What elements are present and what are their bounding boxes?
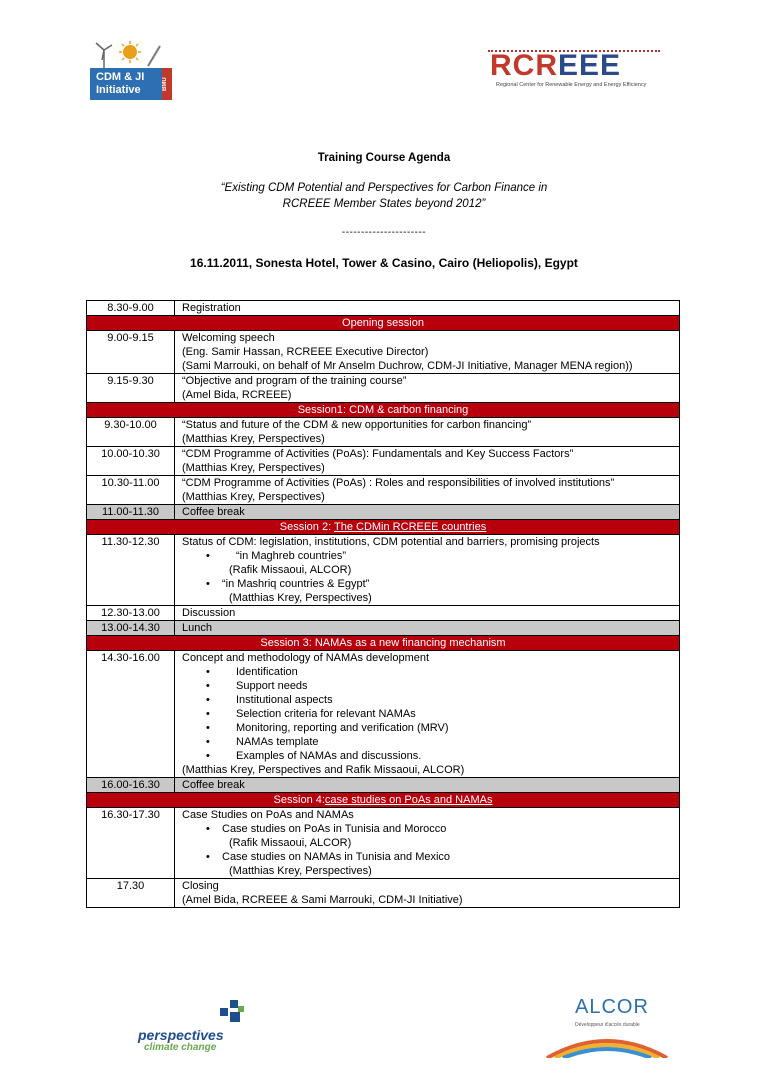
agenda-row bbox=[87, 301, 679, 315]
perspectives-wordmark: perspectives bbox=[138, 1027, 224, 1043]
agenda-desc bbox=[175, 606, 679, 620]
session-header-title: The CDMin RCREEE countries bbox=[334, 521, 487, 533]
rcreee-logo bbox=[488, 44, 668, 94]
agenda-desc bbox=[175, 301, 679, 315]
agenda-desc bbox=[175, 621, 679, 635]
agenda-desc bbox=[175, 535, 679, 605]
perspectives-mark-icon bbox=[216, 998, 246, 1028]
perspectives-tagline: climate change bbox=[144, 1042, 217, 1053]
agenda-row bbox=[87, 417, 679, 446]
agenda-time: 10.00-10.30 bbox=[87, 447, 175, 475]
agenda-time: 9.30-10.00 bbox=[87, 418, 175, 446]
session-header bbox=[87, 519, 679, 534]
agenda-bullet: • Selection criteria for relevant NAMAs bbox=[182, 707, 679, 721]
cdm-ji-label: CDM & JI Initiative bbox=[90, 68, 162, 100]
session-header-prefix: Session 4: bbox=[273, 794, 325, 806]
agenda-row bbox=[87, 605, 679, 620]
agenda-bullet: • Case studies on PoAs in Tunisia and Morocco bbox=[182, 822, 679, 836]
agenda-desc bbox=[175, 505, 679, 519]
agenda-desc bbox=[175, 778, 679, 792]
agenda-time: 13.00-14.30 bbox=[87, 621, 175, 635]
agenda-time: 14.30-16.00 bbox=[87, 651, 175, 777]
session-header: Session 3: NAMAs as a new financing mechanism bbox=[87, 635, 679, 650]
agenda-time: 12.30-13.00 bbox=[87, 606, 175, 620]
agenda-line: Welcoming speech bbox=[182, 332, 275, 344]
agenda-line: (Rafik Missaoui, ALCOR) bbox=[229, 837, 352, 849]
agenda-table bbox=[86, 300, 680, 908]
agenda-line: Status of CDM: legislation, institutions, CDM potential and barriers, promising projects bbox=[182, 536, 600, 548]
agenda-desc bbox=[175, 651, 679, 777]
rcreee-wordmark bbox=[490, 50, 621, 82]
agenda-row bbox=[87, 475, 679, 504]
agenda-bullet: • Case studies on NAMAs in Tunisia and Mexico bbox=[182, 850, 679, 864]
course-subtitle bbox=[0, 180, 768, 212]
alcor-wordmark: ALCOR bbox=[575, 996, 649, 1018]
agenda-line: Closing bbox=[182, 880, 219, 892]
agenda-bullet: • “in Mashriq countries & Egypt” bbox=[182, 577, 679, 591]
agenda-desc bbox=[175, 808, 679, 878]
agenda-row bbox=[87, 878, 679, 907]
agenda-line: “Objective and program of the training course” bbox=[182, 375, 407, 387]
agenda-line: (Matthias Krey, Perspectives) bbox=[182, 462, 325, 474]
agenda-bullet: • Institutional aspects bbox=[182, 693, 679, 707]
rcreee-subtitle: Regional Center for Renewable Energy and Energy Efficiency bbox=[496, 82, 647, 88]
agenda-time: 16.00-16.30 bbox=[87, 778, 175, 792]
rcreee-wordmark-e: EEE bbox=[558, 49, 622, 82]
agenda-line: (Eng. Samir Hassan, RCREEE Executive Director) bbox=[182, 346, 429, 358]
agenda-row bbox=[87, 807, 679, 878]
wind-sun-icon bbox=[90, 40, 162, 68]
agenda-time: 10.30-11.00 bbox=[87, 476, 175, 504]
agenda-line: (Sami Marrouki, on behalf of Mr Anselm Duchrow, CDM-JI Initiative, Manager MENA region)) bbox=[182, 360, 633, 372]
agenda-time: 17.30 bbox=[87, 879, 175, 907]
rcreee-wordmark-r: RCR bbox=[490, 49, 558, 82]
page-title: Training Course Agenda bbox=[317, 152, 451, 164]
agenda-line: Coffee break bbox=[182, 779, 245, 791]
perspectives-logo bbox=[138, 998, 248, 1058]
agenda-line: (Matthias Krey, Perspectives) bbox=[182, 491, 325, 503]
agenda-row-break bbox=[87, 777, 679, 792]
course-subtitle-line-1: “Existing CDM Potential and Perspectives for Carbon Finance in bbox=[220, 182, 548, 194]
agenda-line: Case Studies on PoAs and NAMAs bbox=[182, 809, 354, 821]
agenda-line: Concept and methodology of NAMAs development bbox=[182, 652, 430, 664]
cdm-ji-logo bbox=[90, 40, 172, 104]
bmu-label: BMU bbox=[162, 68, 172, 100]
agenda-line: (Matthias Krey, Perspectives and Rafik Missaoui, ALCOR) bbox=[182, 764, 465, 776]
agenda-row bbox=[87, 534, 679, 605]
agenda-bullet: • Identification bbox=[182, 665, 679, 679]
alcor-arc-icon bbox=[545, 1030, 669, 1058]
agenda-row bbox=[87, 330, 679, 373]
agenda-bullet: • Support needs bbox=[182, 679, 679, 693]
agenda-line: Lunch bbox=[182, 622, 212, 634]
agenda-line: (Rafik Missaoui, ALCOR) bbox=[229, 564, 352, 576]
agenda-row-break bbox=[87, 504, 679, 519]
agenda-line: “CDM Programme of Activities (PoAs): Fundamentals and Key Success Factors” bbox=[182, 448, 574, 460]
session-header: Session1: CDM & carbon financing bbox=[87, 402, 679, 417]
agenda-time: 8.30-9.00 bbox=[87, 301, 175, 315]
course-subtitle-line-2: RCREEE Member States beyond 2012” bbox=[282, 198, 486, 210]
agenda-time: 9.00-9.15 bbox=[87, 331, 175, 373]
session-header-prefix: Session 2: bbox=[279, 521, 334, 533]
agenda-line: (Amel Bida, RCREEE & Sami Marrouki, CDM-JI Initiative) bbox=[182, 894, 463, 906]
agenda-line: (Matthias Krey, Perspectives) bbox=[182, 433, 325, 445]
agenda-row bbox=[87, 446, 679, 475]
agenda-bullet: • NAMAs template bbox=[182, 735, 679, 749]
agenda-desc bbox=[175, 418, 679, 446]
agenda-line: “Status and future of the CDM & new opportunities for carbon financing” bbox=[182, 419, 532, 431]
agenda-time: 11.00-11.30 bbox=[87, 505, 175, 519]
agenda-line: Coffee break bbox=[182, 506, 245, 518]
agenda-desc bbox=[175, 447, 679, 475]
agenda-time: 16.30-17.30 bbox=[87, 808, 175, 878]
agenda-desc bbox=[175, 331, 679, 373]
agenda-row-break bbox=[87, 620, 679, 635]
agenda-time: 9.15-9.30 bbox=[87, 374, 175, 402]
agenda-desc bbox=[175, 879, 679, 907]
session-header-title: case studies on PoAs and NAMAs bbox=[324, 794, 493, 806]
agenda-line: (Matthias Krey, Perspectives) bbox=[229, 865, 372, 877]
session-header: Opening session bbox=[87, 315, 679, 330]
agenda-desc bbox=[175, 476, 679, 504]
agenda-line: (Amel Bida, RCREEE) bbox=[182, 389, 292, 401]
agenda-bullet: • Examples of NAMAs and discussions. bbox=[182, 749, 679, 763]
agenda-bullet: • “in Maghreb countries” bbox=[182, 549, 679, 563]
agenda-line: (Matthias Krey, Perspectives) bbox=[229, 592, 372, 604]
session-header bbox=[87, 792, 679, 807]
agenda-row bbox=[87, 373, 679, 402]
agenda-time: 11.30-12.30 bbox=[87, 535, 175, 605]
agenda-line: Discussion bbox=[182, 607, 236, 619]
agenda-row bbox=[87, 650, 679, 777]
venue-date: 16.11.2011, Sonesta Hotel, Tower & Casino, Cairo (Heliopolis), Egypt bbox=[190, 256, 578, 270]
agenda-bullet: • Monitoring, reporting and verification (MRV) bbox=[182, 721, 679, 735]
alcor-logo bbox=[545, 992, 669, 1058]
agenda-line: Registration bbox=[182, 302, 241, 314]
title-divider: ---------------------- bbox=[341, 227, 427, 238]
alcor-tagline: Développeur d'accès durable bbox=[575, 1022, 640, 1028]
agenda-line: “CDM Programme of Activities (PoAs) : Roles and responsibilities of involved institutions” bbox=[182, 477, 615, 489]
agenda-desc bbox=[175, 374, 679, 402]
